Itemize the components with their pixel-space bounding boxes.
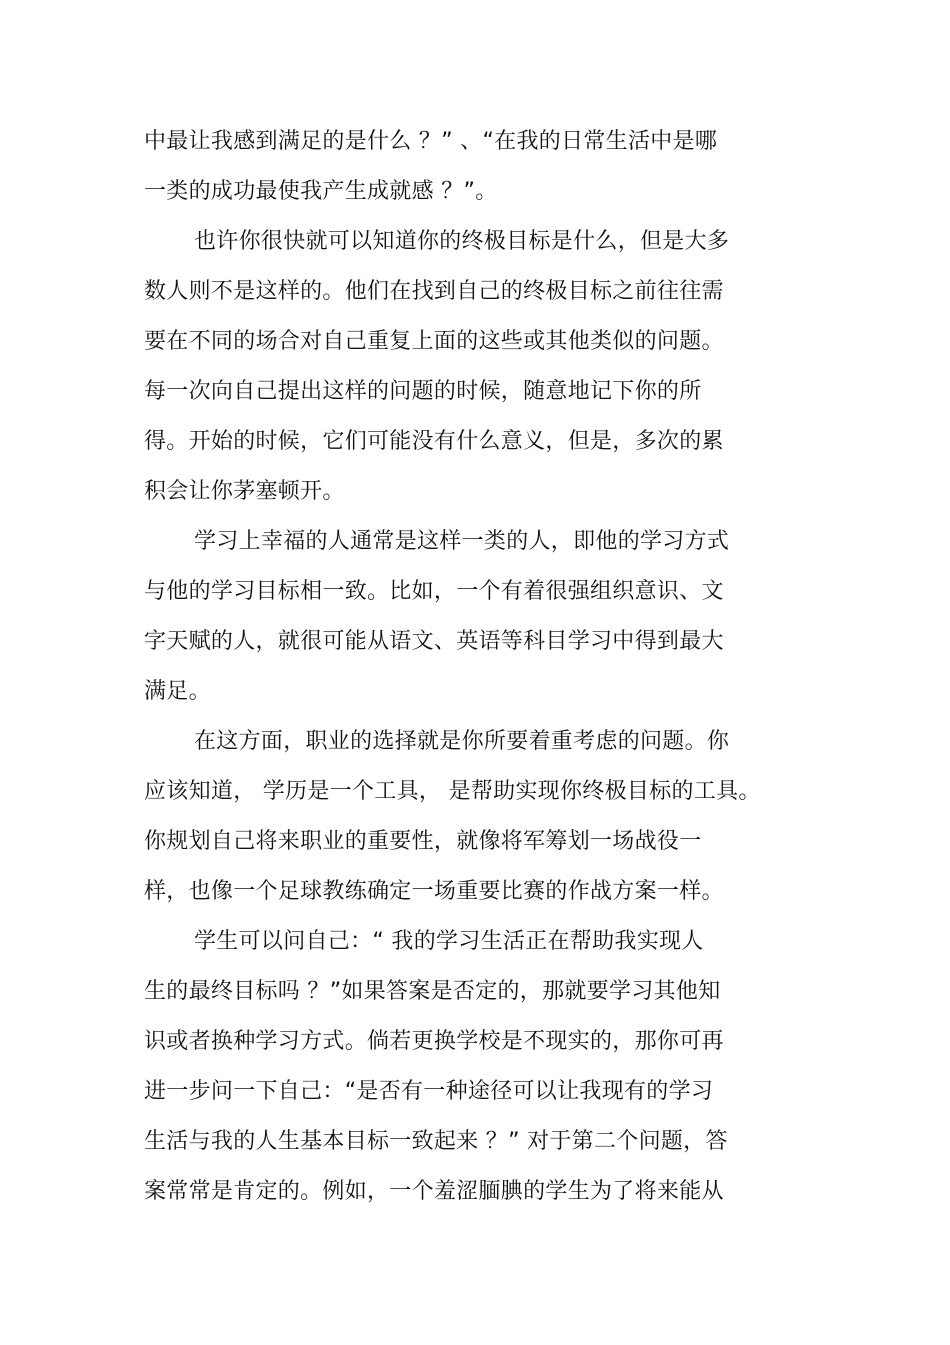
paragraph-first-line: 学习上幸福的人通常是这样一类的人，即他的学习方式 <box>194 529 730 554</box>
text-line: 数人则不是这样的。他们在找到自己的终极目标之前往往需 <box>144 279 724 304</box>
paragraph-first-line: 也许你很快就可以知道你的终极目标是什么，但是大多 <box>194 229 730 254</box>
text-line: 你规划自己将来职业的重要性，就像将军筹划一场战役一 <box>144 829 702 854</box>
text-line: 要在不同的场合对自己重复上面的这些或其他类似的问题。 <box>144 329 724 354</box>
text-line: 识或者换种学习方式。倘若更换学校是不现实的，那你可再 <box>144 1029 724 1054</box>
text-line: 生的最终目标吗 ？”如果答案是否定的，那就要学习其他知 <box>144 979 721 1004</box>
text-line: 一类的成功最使我产生成就感 ？”。 <box>144 179 498 204</box>
text-line: 样，也像一个足球教练确定一场重要比赛的作战方案一样。 <box>144 879 724 904</box>
text-line: 积会让你茅塞顿开。 <box>144 479 345 504</box>
text-line: 应该知道， 学历是一个工具， 是帮助实现你终极目标的工具。 <box>144 779 761 804</box>
text-line: 满足。 <box>144 679 211 704</box>
text-line: 字天赋的人，就很可能从语文、英语等科目学习中得到最大 <box>144 629 724 654</box>
text-line: 进一步问一下自己：“是否有一种途径可以让我现有的学习 <box>144 1079 714 1104</box>
text-line: 案常常是肯定的。例如，一个羞涩腼腆的学生为了将来能从 <box>144 1179 724 1204</box>
text-line: 生活与我的人生基本目标一致起来 ？” 对于第二个问题，答 <box>144 1129 728 1154</box>
text-line: 每一次向自己提出这样的问题的时候，随意地记下你的所 <box>144 379 702 404</box>
text-line: 得。开始的时候，它们可能没有什么意义，但是，多次的累 <box>144 429 724 454</box>
paragraph-first-line: 在这方面，职业的选择就是你所要着重考虑的问题。你 <box>194 729 730 754</box>
text-line: 中最让我感到满足的是什么 ？” 、“在我的日常生活中是哪 <box>144 129 718 154</box>
paragraph-first-line: 学生可以问自己：“ 我的学习生活正在帮助我实现人 <box>194 929 704 954</box>
text-line: 与他的学习目标相一致。比如，一个有着很强组织意识、文 <box>144 579 724 604</box>
